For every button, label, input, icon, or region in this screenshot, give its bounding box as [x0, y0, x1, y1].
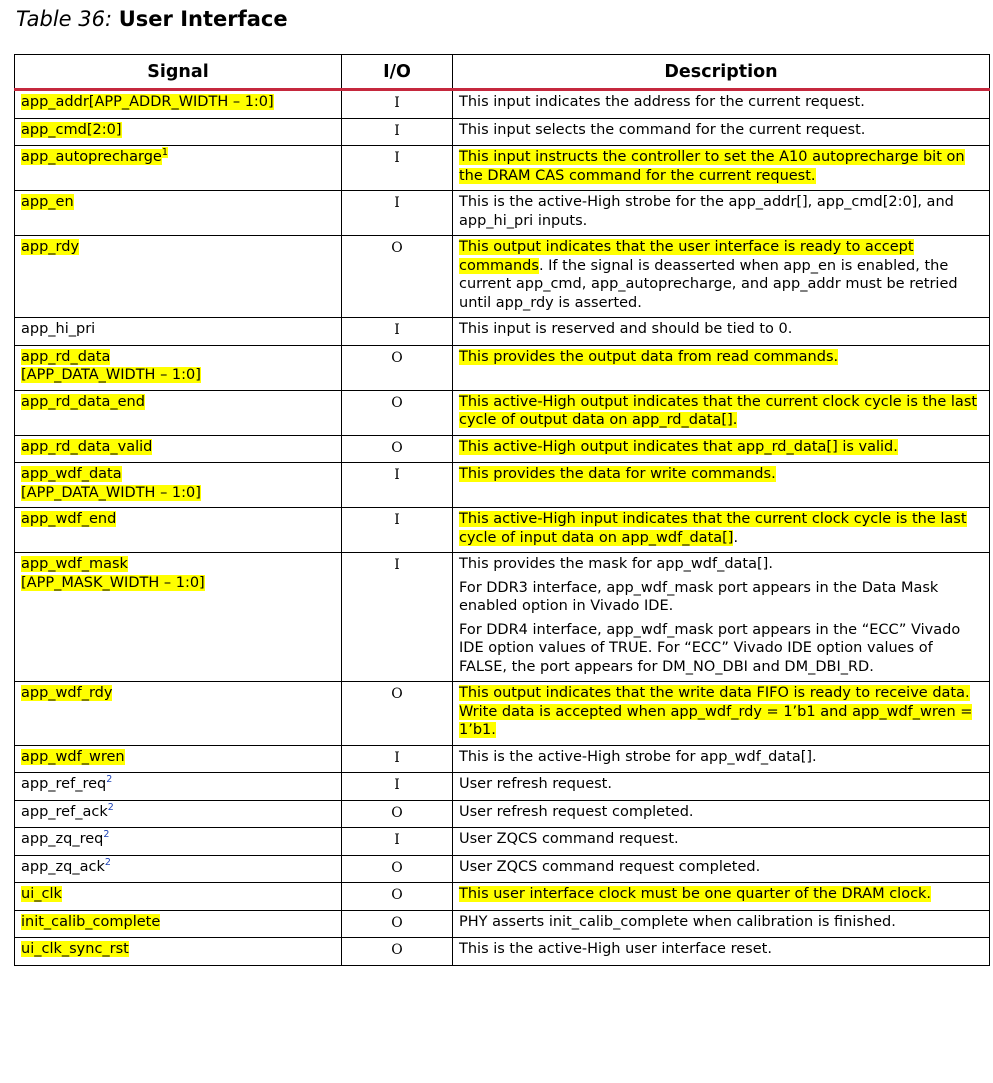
footnote-ref: 1: [161, 147, 168, 159]
description-text: This is the active-High strobe for the app_addr[], app_cmd[2:0], and app_hi_pri inputs.: [459, 194, 954, 229]
table-row: [15, 435, 990, 463]
description-text: This input is reserved and should be tied to 0.: [459, 321, 793, 337]
description-text: This active-High input indicates that the current clock cycle is the last cycle of input data on app_wdf_data[]: [459, 511, 967, 546]
signal-cell: [15, 553, 342, 682]
table-row: [15, 883, 990, 911]
io-cell: I: [342, 553, 453, 682]
description-cell: [453, 318, 990, 346]
description-text: This input instructs the controller to set the A10 autoprecharge bit on the DRAM CAS command for the current request.: [459, 149, 965, 184]
table-row: [15, 236, 990, 318]
table-row: [15, 938, 990, 966]
description-text: User ZQCS command request.: [459, 831, 679, 847]
description-cell: [453, 118, 990, 146]
signal-cell: [15, 90, 342, 119]
description-cell: [453, 90, 990, 119]
io-cell: O: [342, 938, 453, 966]
io-cell: O: [342, 236, 453, 318]
description-cell: [453, 435, 990, 463]
description-cell: [453, 236, 990, 318]
description-paragraph: [459, 93, 983, 112]
description-paragraph: [459, 555, 983, 574]
signal-name: app_hi_pri: [21, 321, 96, 337]
signal-name: [APP_DATA_WIDTH – 1:0]: [21, 484, 201, 501]
description-text: This input indicates the address for the current request.: [459, 94, 865, 110]
signal-cell: [15, 318, 342, 346]
description-paragraph: [459, 510, 983, 547]
description-paragraph: [459, 913, 983, 932]
description-text: This is the active-High strobe for app_wdf_data[].: [459, 748, 817, 765]
description-paragraph: [459, 775, 983, 794]
description-paragraph: [459, 465, 983, 484]
table-row: [15, 855, 990, 883]
io-cell: I: [342, 191, 453, 236]
io-cell: I: [342, 90, 453, 119]
io-cell: I: [342, 118, 453, 146]
signal-name: app_zq_req: [21, 831, 104, 847]
description-text: PHY asserts init_calib_complete when calibration is finished.: [459, 913, 896, 930]
description-cell: [453, 855, 990, 883]
signal-name: app_ref_ack: [21, 803, 108, 820]
signal-cell: [15, 910, 342, 938]
signal-name: [APP_DATA_WIDTH – 1:0]: [21, 367, 201, 383]
table-number: Table 36:: [16, 7, 113, 31]
description-text: User ZQCS command request completed.: [459, 858, 761, 875]
table-row: [15, 146, 990, 191]
table-row: [15, 345, 990, 390]
description-text: This provides the output data from read commands.: [459, 348, 839, 365]
description-paragraph: [459, 193, 983, 230]
io-cell: I: [342, 318, 453, 346]
description-paragraph: [459, 121, 983, 140]
signal-name: ui_clk: [21, 886, 62, 902]
description-text: User refresh request completed.: [459, 803, 694, 820]
description-cell: [453, 553, 990, 682]
io-cell: O: [342, 855, 453, 883]
table-row: [15, 90, 990, 119]
signal-name: app_wdf_data: [21, 466, 122, 482]
description-paragraph: [459, 803, 983, 822]
description-text: This active-High output indicates that the current clock cycle is the last cycle of output data on app_rd_data[].: [459, 393, 978, 428]
description-text: This output indicates that the user interface is ready to accept commands: [459, 239, 914, 274]
signal-cell: [15, 118, 342, 146]
signal-name: app_rd_data: [21, 348, 111, 365]
description-text: This user interface clock must be one quarter of the DRAM clock.: [459, 886, 932, 902]
io-cell: I: [342, 508, 453, 553]
description-paragraph: [459, 858, 983, 877]
io-cell: I: [342, 745, 453, 773]
signal-name: app_en: [21, 194, 74, 210]
table-row: [15, 118, 990, 146]
signal-cell: [15, 938, 342, 966]
io-cell: O: [342, 682, 453, 746]
description-cell: [453, 682, 990, 746]
signal-name: app_wdf_rdy: [21, 685, 113, 701]
signal-cell: [15, 883, 342, 911]
description-cell: [453, 345, 990, 390]
description-cell: [453, 745, 990, 773]
io-cell: O: [342, 883, 453, 911]
signal-cell: [15, 146, 342, 191]
signal-name: app_addr[APP_ADDR_WIDTH – 1:0]: [21, 94, 274, 110]
signal-cell: [15, 191, 342, 236]
signal-cell: [15, 463, 342, 508]
signal-cell: [15, 390, 342, 435]
description-paragraph: [459, 885, 983, 904]
signal-cell: [15, 828, 342, 856]
description-cell: [453, 883, 990, 911]
description-cell: [453, 910, 990, 938]
header-row: [15, 55, 990, 90]
signal-name: app_cmd[2:0]: [21, 121, 122, 138]
description-paragraph: [459, 940, 983, 959]
table-row: [15, 553, 990, 682]
io-cell: O: [342, 390, 453, 435]
description-paragraph: [459, 393, 983, 430]
signal-name: app_zq_ack: [21, 858, 105, 875]
description-text: . If the signal is deasserted when app_en is enabled, the current app_cmd, app_autoprecharge, and app_addr must be retried until app_rdy is asserted.: [459, 257, 958, 311]
table-row: [15, 800, 990, 828]
description-paragraph: [459, 348, 983, 367]
header-io: I/O: [342, 55, 453, 90]
table-body: [15, 90, 990, 966]
description-paragraph: [459, 748, 983, 767]
description-cell: [453, 773, 990, 801]
io-cell: O: [342, 345, 453, 390]
description-paragraph: [459, 621, 983, 677]
description-cell: [453, 800, 990, 828]
io-cell: I: [342, 828, 453, 856]
signal-name: ui_clk_sync_rst: [21, 941, 129, 957]
description-text: This input selects the command for the current request.: [459, 121, 866, 138]
signal-cell: [15, 682, 342, 746]
io-cell: O: [342, 800, 453, 828]
signal-cell: [15, 855, 342, 883]
user-interface-table: [14, 54, 990, 966]
description-cell: [453, 938, 990, 966]
table-caption: [16, 4, 288, 34]
description-text: This output indicates that the write data FIFO is ready to receive data. Write data is accepted when app_wdf_rdy = 1’b1 and app_wdf_wren = 1’b1.: [459, 685, 973, 738]
footnote-ref[interactable]: 2: [106, 774, 113, 786]
signal-name: app_wdf_end: [21, 511, 117, 527]
description-cell: [453, 508, 990, 553]
io-cell: I: [342, 463, 453, 508]
description-text: This active-High output indicates that app_rd_data[] is valid.: [459, 438, 898, 455]
signal-name: app_ref_req: [21, 776, 107, 792]
description-paragraph: [459, 238, 983, 312]
table-row: [15, 745, 990, 773]
table-row: [15, 682, 990, 746]
description-cell: [453, 146, 990, 191]
description-text: For DDR4 interface, app_wdf_mask port appears in the “ECC” Vivado IDE option values of TRUE. For “ECC” Vivado IDE option values of FALSE, the port appears for DM_NO_DBI and DM_DBI_RD.: [459, 621, 961, 675]
table-row: [15, 191, 990, 236]
io-cell: O: [342, 910, 453, 938]
description-cell: [453, 828, 990, 856]
signal-name: app_rd_data_end: [21, 393, 145, 410]
header-signal: Signal: [15, 55, 342, 90]
description-paragraph: [459, 148, 983, 185]
description-cell: [453, 191, 990, 236]
signal-name: app_wdf_wren: [21, 748, 125, 765]
description-text: User refresh request.: [459, 776, 612, 792]
signal-name: init_calib_complete: [21, 913, 161, 930]
signal-name: app_rdy: [21, 239, 80, 255]
description-text: For DDR3 interface, app_wdf_mask port appears in the Data Mask enabled option in Vivado IDE.: [459, 579, 939, 614]
description-text: This provides the mask for app_wdf_data[].: [459, 556, 773, 572]
table-row: [15, 508, 990, 553]
footnote-ref[interactable]: 2: [104, 856, 111, 868]
description-paragraph: [459, 830, 983, 849]
signal-cell: [15, 508, 342, 553]
description-paragraph: [459, 684, 983, 740]
description-cell: [453, 390, 990, 435]
signal-name: app_rd_data_valid: [21, 438, 153, 455]
io-cell: I: [342, 773, 453, 801]
table-row: [15, 390, 990, 435]
table-title: User Interface: [118, 7, 288, 31]
signal-cell: [15, 745, 342, 773]
table-row: [15, 828, 990, 856]
signal-name: app_wdf_mask: [21, 556, 128, 572]
description-text: .: [733, 529, 739, 546]
description-paragraph: [459, 579, 983, 616]
signal-cell: [15, 236, 342, 318]
signal-cell: [15, 773, 342, 801]
signal-cell: [15, 800, 342, 828]
io-cell: O: [342, 435, 453, 463]
description-cell: [453, 463, 990, 508]
footnote-ref[interactable]: 2: [107, 801, 114, 813]
footnote-ref[interactable]: 2: [103, 829, 110, 841]
signal-cell: [15, 435, 342, 463]
description-text: This is the active-High user interface reset.: [459, 941, 772, 957]
table-row: [15, 910, 990, 938]
header-description: Description: [453, 55, 990, 90]
signal-name: [APP_MASK_WIDTH – 1:0]: [21, 574, 205, 591]
table-row: [15, 463, 990, 508]
io-cell: I: [342, 146, 453, 191]
signal-name: app_autoprecharge: [21, 149, 162, 165]
description-paragraph: [459, 320, 983, 339]
table-row: [15, 318, 990, 346]
table-row: [15, 773, 990, 801]
signal-cell: [15, 345, 342, 390]
description-text: This provides the data for write commands.: [459, 466, 776, 482]
description-paragraph: [459, 438, 983, 457]
